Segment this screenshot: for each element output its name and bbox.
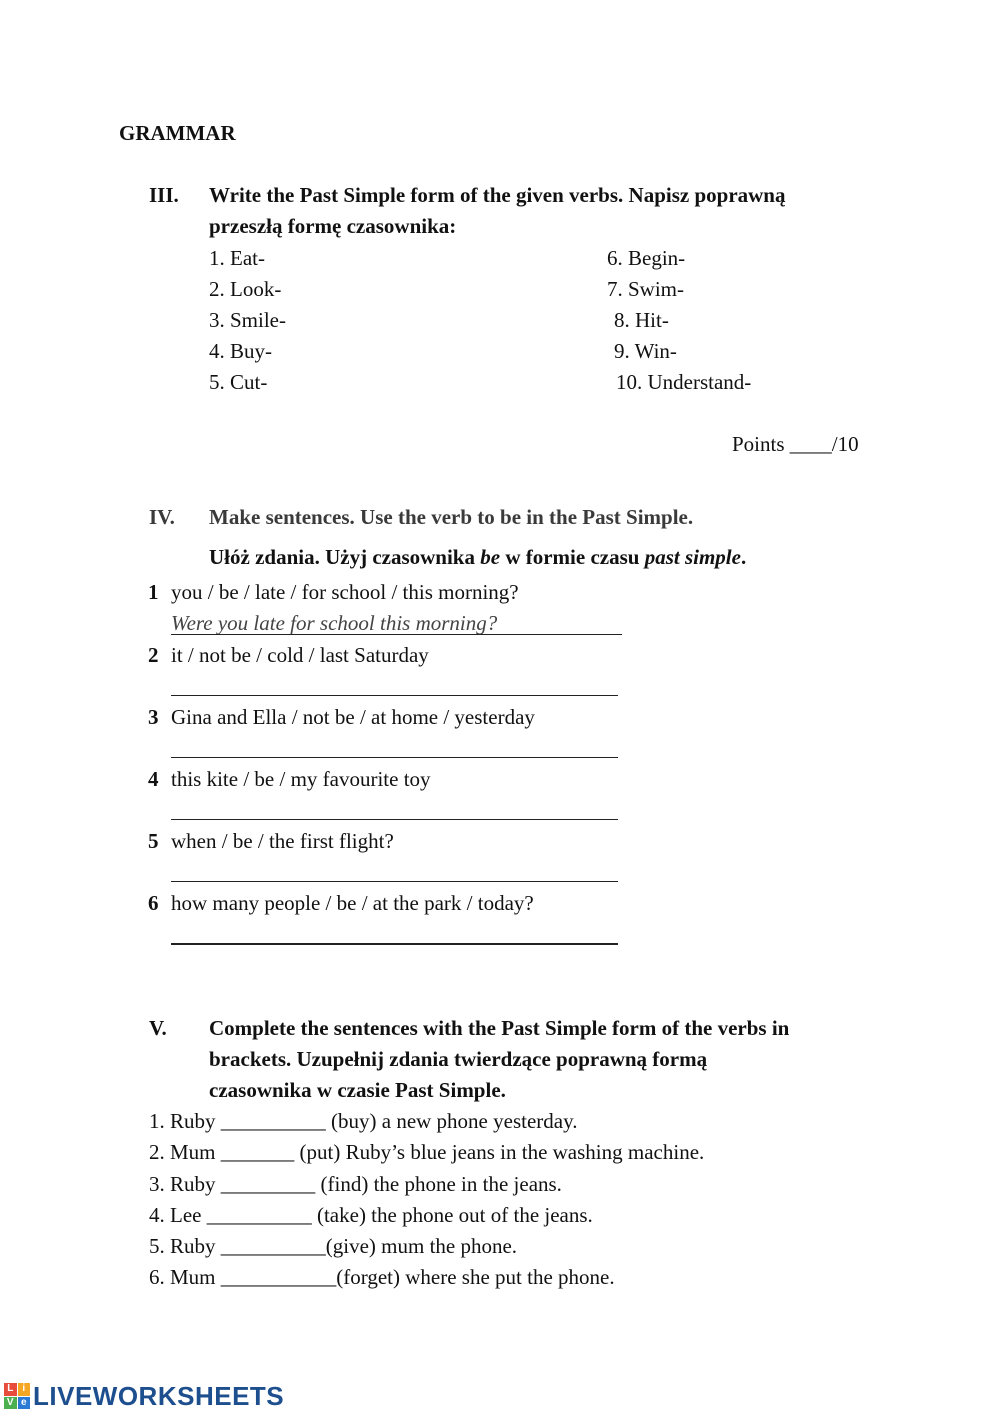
sentence-5-prompt: when / be / the first flight?: [171, 829, 394, 853]
section-5-title-line3: czasownika w czasie Past Simple.: [209, 1078, 506, 1102]
verb-item-1: 1. Eat-: [209, 246, 265, 270]
verb-item-4: 4. Buy-: [209, 339, 272, 363]
sentence-4-number: 4: [148, 767, 159, 791]
section-5-number: V.: [149, 1016, 167, 1040]
points-field[interactable]: Points ____/10: [732, 432, 859, 456]
section-3-title-line2: przeszłą formę czasownika:: [209, 214, 457, 238]
section-3-number: III.: [149, 183, 179, 207]
sentence-1-answer-line[interactable]: [171, 634, 622, 635]
section-4-number: IV.: [149, 505, 175, 529]
verb-item-5: 5. Cut-: [209, 370, 268, 394]
section-5-title-line1: Complete the sentences with the Past Simple form of the verbs in: [209, 1016, 790, 1040]
verb-item-6: 6. Begin-: [607, 246, 686, 270]
sentence-6-prompt: how many people / be / at the park / today?: [171, 891, 534, 915]
verb-item-8: 8. Hit-: [614, 308, 669, 332]
grammar-heading: GRAMMAR: [119, 121, 236, 145]
sentence-4-answer-line[interactable]: [171, 819, 618, 820]
fill-in-sentence-6[interactable]: 6. Mum ___________(forget) where she put the phone.: [149, 1265, 615, 1289]
sentence-1-prompt: you / be / late / for school / this morning?: [171, 580, 519, 604]
sentence-2-number: 2: [148, 643, 159, 667]
section-4-title: Make sentences. Use the verb to be in the Past Simple.: [209, 505, 694, 529]
sentence-1-example-answer: Were you late for school this morning?: [171, 611, 498, 635]
fill-in-sentence-1[interactable]: 1. Ruby __________ (buy) a new phone yesterday.: [149, 1109, 578, 1133]
verb-item-7: 7. Swim-: [607, 277, 685, 301]
fill-in-sentence-2[interactable]: 2. Mum _______ (put) Ruby’s blue jeans in the washing machine.: [149, 1140, 705, 1164]
sentence-3-prompt: Gina and Ella / not be / at home / yesterday: [171, 705, 535, 729]
verb-item-9: 9. Win-: [614, 339, 677, 363]
verb-item-3: 3. Smile-: [209, 308, 286, 332]
fill-in-sentence-4[interactable]: 4. Lee __________ (take) the phone out of the jeans.: [149, 1203, 593, 1227]
liveworksheets-logo[interactable]: [4, 1382, 284, 1410]
sentence-6-number: 6: [148, 891, 159, 915]
sentence-5-answer-line[interactable]: [171, 881, 618, 882]
sentence-4-prompt: this kite / be / my favourite toy: [171, 767, 431, 791]
sentence-1-number: 1: [148, 580, 159, 604]
sentence-2-prompt: it / not be / cold / last Saturday: [171, 643, 429, 667]
fill-in-sentence-3[interactable]: 3. Ruby _________ (find) the phone in the jeans.: [149, 1172, 562, 1196]
sentence-3-answer-line[interactable]: [171, 757, 618, 758]
section-5-title-line2: brackets. Uzupełnij zdania twierdzące poprawną formą: [209, 1047, 708, 1071]
sentence-5-number: 5: [148, 829, 159, 853]
verb-item-10: 10. Understand-: [616, 370, 752, 394]
fill-in-sentence-5[interactable]: 5. Ruby __________(give) mum the phone.: [149, 1234, 518, 1258]
sentence-3-number: 3: [148, 705, 159, 729]
logo-badge-icon: L i V e: [4, 1383, 30, 1409]
logo-text: LIVEWORKSHEETS: [33, 1380, 285, 1411]
sentence-6-answer-line[interactable]: [171, 943, 618, 945]
section-4-subtitle: Ułóż zdania. Użyj czasownika be w formie czasu past simple.: [209, 545, 747, 569]
section-3-title-line1: Write the Past Simple form of the given verbs. Napisz poprawną: [209, 183, 786, 207]
verb-item-2: 2. Look-: [209, 277, 282, 301]
sentence-2-answer-line[interactable]: [171, 695, 618, 696]
